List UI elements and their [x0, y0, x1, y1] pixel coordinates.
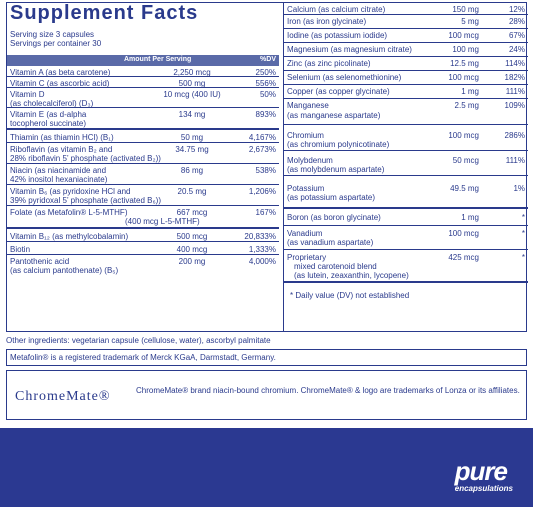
- nutrient-amount: 2,250 mcg: [173, 68, 211, 77]
- mineral-name-detail: (as vanadium aspartate): [287, 238, 374, 247]
- mineral-name: Proprietary: [287, 253, 327, 262]
- mineral-name: Zinc (as zinc picolinate): [287, 59, 371, 68]
- metafolin-note: Metafolin® is a registered trademark of Merck KGaA, Darmstadt, Germany.: [6, 349, 527, 366]
- mineral-name: Calcium (as calcium citrate): [287, 5, 386, 14]
- mineral-row: [284, 15, 528, 29]
- nutrient-name: Thiamin (as thiamin HCl) (B₁): [10, 133, 114, 142]
- nutrient-row: [7, 206, 279, 229]
- chromemate-logo: ChromeMate®: [15, 389, 111, 404]
- mineral-name: Boron (as boron glycinate): [287, 213, 381, 222]
- nutrient-dv: 556%: [255, 79, 276, 88]
- mineral-dv: 114%: [505, 59, 525, 68]
- mineral-name-detail: (as chromium polynicotinate): [287, 140, 390, 149]
- mineral-dv: 111%: [505, 87, 525, 96]
- nutrient-row: [7, 164, 279, 185]
- mineral-dv: *: [521, 253, 525, 262]
- mineral-amount: 50 mcg: [452, 156, 479, 165]
- nutrient-name: Pantothenic acid: [10, 257, 70, 266]
- mineral-name: Iodine (as potassium iodide): [287, 31, 388, 40]
- nutrient-name: Vitamin B₁₂ (as methylcobalamin): [10, 232, 129, 241]
- mineral-amount: 49.5 mg: [450, 184, 479, 193]
- mineral-dv: 182%: [504, 73, 525, 82]
- nutrient-dv: 250%: [255, 68, 276, 77]
- mineral-amount: 2.5 mg: [454, 101, 479, 110]
- mineral-name: Selenium (as selenomethionine): [287, 73, 402, 82]
- nutrient-amount: 50 mg: [180, 133, 204, 142]
- mineral-name-detail: (as molybdenum aspartate): [287, 165, 385, 174]
- mineral-row: [284, 226, 528, 250]
- nutrient-dv: 20,833%: [244, 232, 276, 241]
- nutrient-amount: 500 mcg: [176, 232, 208, 241]
- nutrient-row: [7, 229, 279, 242]
- nutrient-name-detail: 28% riboflavin 5’ phosphate (activated B₂)): [10, 154, 161, 163]
- nutrient-dv: 50%: [259, 90, 276, 99]
- dv-footnote: * Daily value (DV) not established: [290, 291, 410, 300]
- serving-size: Serving size 3 capsules: [10, 30, 95, 39]
- nutrient-name: Vitamin B₆ (as pyridoxine HCl and: [10, 187, 131, 196]
- mineral-row: [284, 57, 528, 71]
- column-header-bar: [7, 55, 279, 66]
- mineral-amount: 1 mg: [461, 87, 479, 96]
- nutrient-name-detail: (as calcium pantothenate) (B₅): [10, 266, 119, 275]
- mineral-amount: 100 mcg: [448, 73, 479, 82]
- nutrient-dv: 2,673%: [248, 145, 276, 154]
- mineral-name: Chromium: [287, 131, 324, 140]
- mineral-row: [284, 250, 528, 283]
- facts-left-column: [7, 3, 279, 331]
- nutrient-row: [7, 88, 279, 108]
- mineral-amount: 12.5 mg: [450, 59, 479, 68]
- mineral-dv: 12%: [508, 5, 525, 14]
- mineral-name: Iron (as iron glycinate): [287, 17, 367, 26]
- nutrient-dv: 893%: [255, 110, 276, 119]
- mineral-name-detail: mixed carotenoid blend: [294, 262, 377, 271]
- nutrient-name: Biotin: [10, 245, 31, 254]
- mineral-amount: 5 mg: [461, 17, 479, 26]
- nutrient-dv: 167%: [255, 208, 276, 217]
- mineral-name: Potassium: [287, 184, 325, 193]
- nutrient-amount: 86 mg: [180, 166, 204, 175]
- nutrient-amount: 134 mg: [178, 110, 206, 119]
- nutrient-dv: 1,333%: [248, 245, 276, 254]
- nutrient-name-detail: tocopherol succinate): [10, 119, 87, 128]
- mineral-dv: 286%: [504, 131, 525, 140]
- nutrient-name: Riboflavin (as vitamin B₂ and: [10, 145, 113, 154]
- mineral-row: [284, 29, 528, 43]
- mineral-amount: 100 mg: [452, 45, 479, 54]
- nutrient-row: [7, 77, 279, 88]
- nutrient-amount: 200 mg: [178, 257, 206, 266]
- mineral-row: [284, 151, 528, 176]
- nutrient-dv: 1,206%: [248, 187, 276, 196]
- mineral-dv: *: [521, 229, 525, 238]
- mineral-amount: 1 mg: [461, 213, 479, 222]
- mineral-dv: 24%: [508, 45, 525, 54]
- mineral-amount: 100 mcg: [448, 229, 479, 238]
- mineral-name-detail: (as potassium aspartate): [287, 193, 376, 202]
- mineral-row: [284, 99, 528, 125]
- chromemate-box: [6, 370, 527, 420]
- mineral-name: Manganese: [287, 101, 329, 110]
- nutrient-amount: 20.5 mg: [177, 187, 207, 196]
- nutrient-amount: 500 mg: [178, 79, 206, 88]
- brand-tagline: encapsulations: [454, 484, 513, 493]
- nutrient-dv: 4,167%: [248, 133, 276, 142]
- mineral-row: [284, 3, 528, 15]
- mineral-row: [284, 71, 528, 85]
- mineral-amount: 100 mcg: [448, 131, 479, 140]
- nutrient-row: [7, 185, 279, 206]
- nutrient-amount: 10 mcg (400 IU): [163, 90, 221, 99]
- panel-title: Supplement Facts: [10, 2, 199, 24]
- nutrient-row: [7, 130, 279, 143]
- chromemate-text: ChromeMate® brand niacin-bound chromium. ChromeMate® & logo are trademarks of Lonza or its affiliates.: [136, 386, 520, 395]
- nutrient-row: [7, 242, 279, 255]
- nutrient-name: Vitamin D: [10, 90, 45, 99]
- nutrient-row: [7, 108, 279, 130]
- nutrient-name: Niacin (as niacinamide and: [10, 166, 107, 175]
- mineral-dv: 28%: [508, 17, 525, 26]
- mineral-name-detail-2: (as lutein, zeaxanthin, lycopene): [294, 271, 409, 280]
- brand-logo: pure: [454, 456, 507, 486]
- nutrient-name: Vitamin A (as beta carotene): [10, 68, 111, 77]
- nutrient-name: Vitamin E (as d-alpha: [10, 110, 87, 119]
- servings-per-container: Servings per container 30: [10, 39, 102, 48]
- mineral-row: [284, 85, 528, 99]
- nutrient-amount: 667 mcg: [176, 208, 208, 217]
- mineral-name: Vanadium: [287, 229, 323, 238]
- mineral-name: Magnesium (as magnesium citrate): [287, 45, 412, 54]
- nutrient-name-detail: 39% pyridoxal 5’ phosphate (activated B₆)): [10, 196, 162, 205]
- dv-header: %DV: [260, 56, 276, 63]
- mineral-dv: *: [521, 213, 525, 222]
- nutrient-dv: 538%: [255, 166, 276, 175]
- nutrient-name: Vitamin C (as ascorbic acid): [10, 79, 110, 88]
- nutrient-row: [7, 143, 279, 164]
- nutrient-row: [7, 255, 279, 277]
- facts-right-column: [283, 3, 527, 331]
- mineral-amount: 150 mg: [452, 5, 479, 14]
- nutrient-name-detail: (as cholecalciferol) (D₃): [10, 99, 94, 108]
- nutrient-amount: 34.75 mg: [175, 145, 209, 154]
- mineral-name: Copper (as copper glycinate): [287, 87, 390, 96]
- brand-footer: [0, 428, 533, 507]
- other-ingredients: Other ingredients: vegetarian capsule (cellulose, water), ascorbyl palmitate: [6, 336, 271, 345]
- mineral-dv: 67%: [508, 31, 525, 40]
- mineral-amount: 425 mcg: [448, 253, 479, 262]
- mineral-amount: 100 mcg: [448, 31, 479, 40]
- mineral-dv: 109%: [504, 101, 525, 110]
- nutrient-amount: 400 mcg: [176, 245, 208, 254]
- mineral-row: [284, 209, 528, 226]
- mineral-name-detail: (as manganese aspartate): [287, 111, 381, 120]
- mineral-dv: 1%: [513, 184, 525, 193]
- mineral-name: Molybdenum: [287, 156, 333, 165]
- supplement-facts-panel: [6, 2, 527, 332]
- mineral-row: [284, 125, 528, 151]
- nutrient-name-detail: 42% inositol hexaniacinate): [10, 175, 108, 184]
- nutrient-name-detail: (400 mcg L-5-MTHF): [125, 217, 200, 226]
- nutrient-name: Folate (as Metafolin® L-5-MTHF): [10, 208, 128, 217]
- mineral-row: [284, 176, 528, 209]
- mineral-row: [284, 43, 528, 57]
- nutrient-row: [7, 66, 279, 77]
- amount-header: Amount Per Serving: [124, 56, 192, 63]
- mineral-dv: 111%: [505, 156, 525, 165]
- nutrient-dv: 4,000%: [248, 257, 276, 266]
